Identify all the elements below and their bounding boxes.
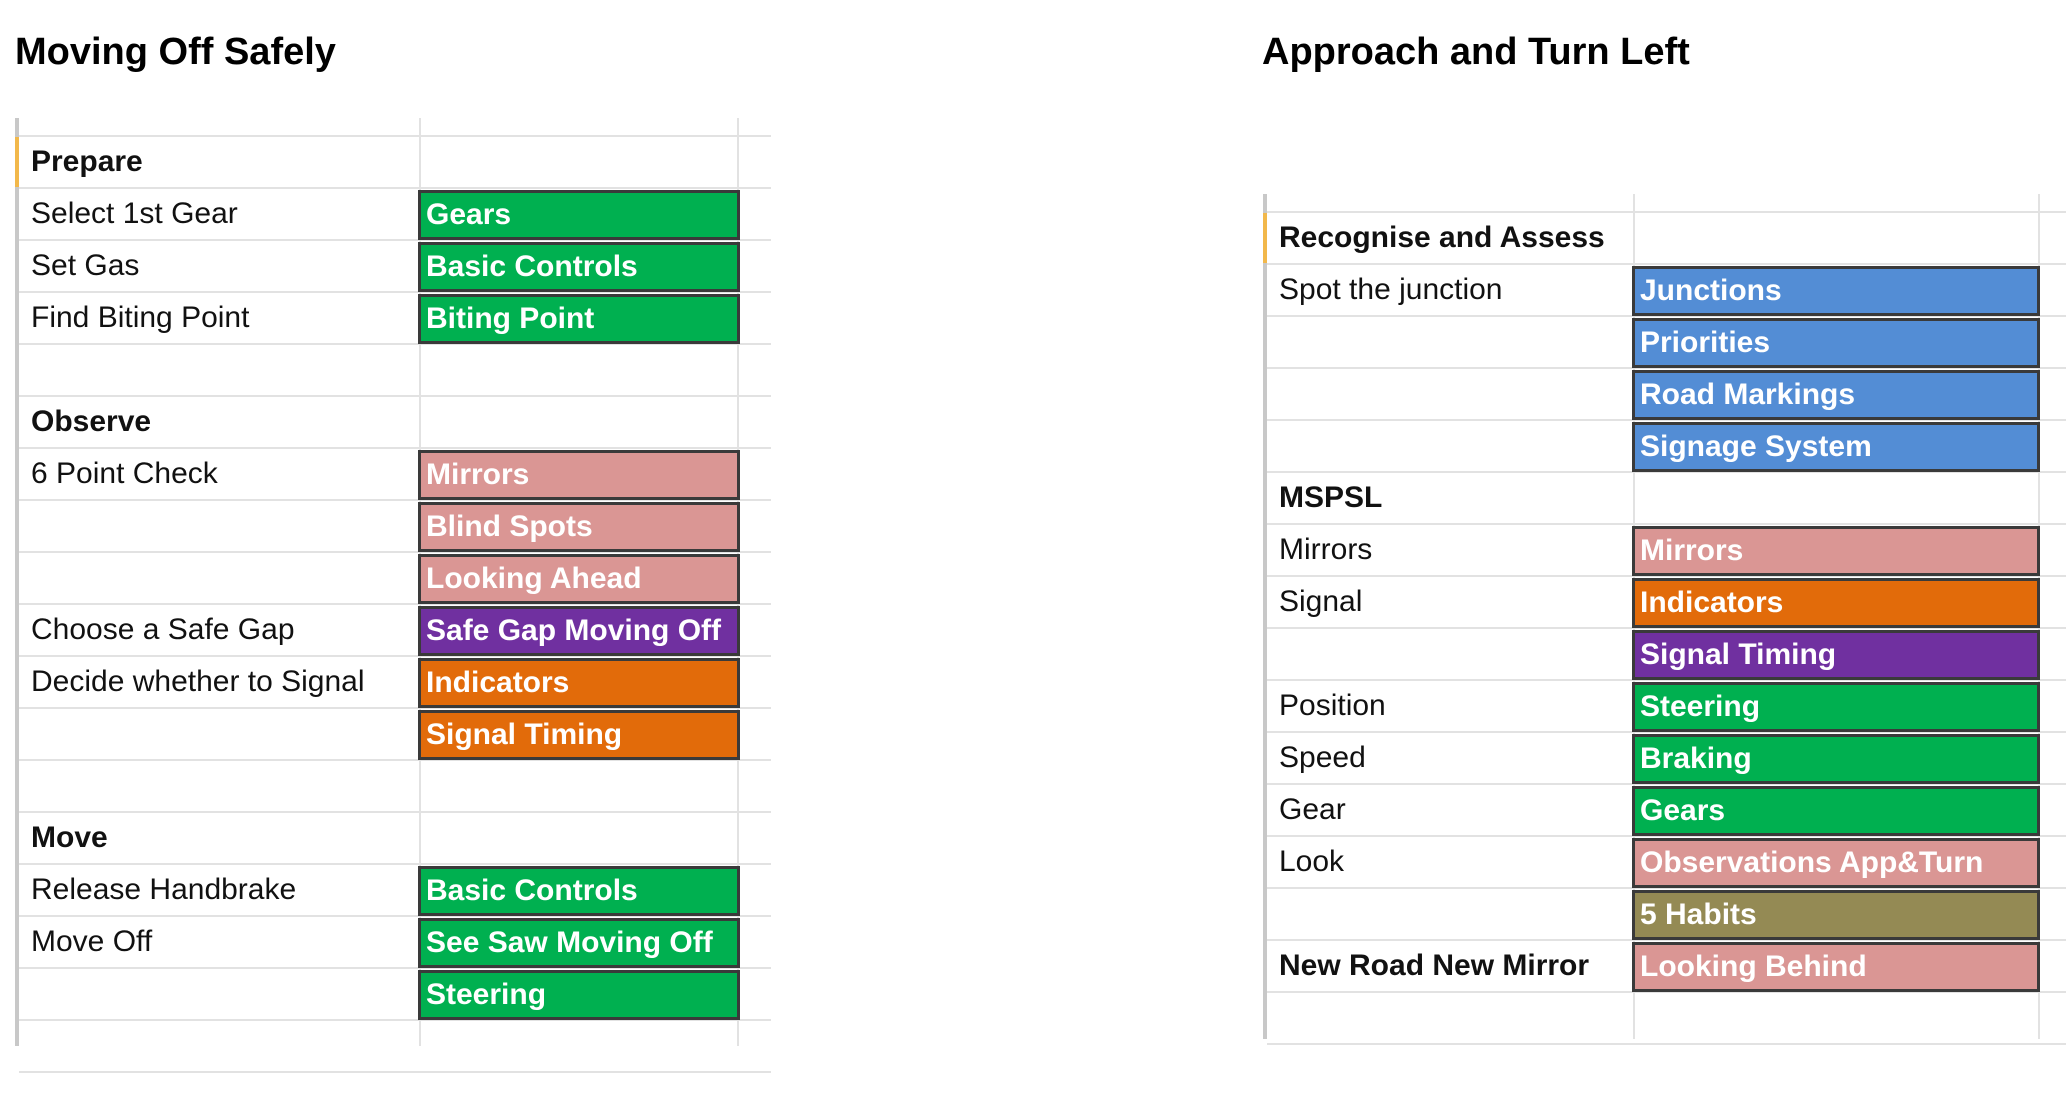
sheet-row (19, 397, 771, 449)
sheet-row (19, 761, 771, 813)
sheet-row (19, 241, 771, 293)
sheet-row (19, 449, 771, 501)
tag-braking: Braking (1632, 734, 2040, 784)
tag-looking-ahead: Looking Ahead (418, 554, 740, 604)
section-heading: Prepare (31, 145, 143, 178)
sheet-row (19, 501, 771, 553)
step-label: 6 Point Check (31, 457, 218, 490)
sheet-row (19, 137, 771, 189)
approach-turn-left-sheet (1263, 194, 2066, 1039)
tag-blind-spots: Blind Spots (418, 502, 740, 552)
tag-safe-gap-moving-off: Safe Gap Moving Off (418, 606, 740, 656)
tag-mirrors: Mirrors (418, 450, 740, 500)
tag-5-habits: 5 Habits (1632, 890, 2040, 940)
tag-mirrors: Mirrors (1632, 526, 2040, 576)
tag-observations-app-and-turn: Observations App&Turn (1632, 838, 2040, 888)
tag-basic-controls: Basic Controls (418, 866, 740, 916)
tag-indicators: Indicators (1632, 578, 2040, 628)
tag-signage-system: Signage System (1632, 422, 2040, 472)
sheet-row (1267, 993, 2066, 1045)
sheet-row (1267, 525, 2066, 577)
tag-priorities: Priorities (1632, 318, 2040, 368)
sheet-row (1267, 213, 2066, 265)
tag-basic-controls: Basic Controls (418, 242, 740, 292)
tag-steering: Steering (1632, 682, 2040, 732)
sheet-row (1267, 681, 2066, 733)
step-label: Spot the junction (1279, 273, 1503, 306)
tag-gears: Gears (1632, 786, 2040, 836)
sheet-row (1267, 837, 2066, 889)
section-heading: Recognise and Assess (1279, 221, 1605, 254)
sheet-row (1267, 265, 2066, 317)
sheet-row (19, 813, 771, 865)
right-title: Approach and Turn Left (1262, 31, 1690, 73)
step-label: Look (1279, 845, 1345, 878)
sheet-row (19, 865, 771, 917)
step-label: Decide whether to Signal (31, 665, 365, 698)
moving-off-safely-sheet (15, 118, 771, 1046)
step-label: Move Off (31, 925, 153, 958)
tag-biting-point: Biting Point (418, 294, 740, 344)
sheet-row (1267, 733, 2066, 785)
sheet-row (1267, 369, 2066, 421)
tag-gears: Gears (418, 190, 740, 240)
step-label: Signal (1279, 585, 1363, 618)
tag-see-saw-moving-off: See Saw Moving Off (418, 918, 740, 968)
sheet-row (1267, 941, 2066, 993)
tag-signal-timing: Signal Timing (1632, 630, 2040, 680)
left-title: Moving Off Safely (15, 31, 336, 73)
sheet-row (19, 1021, 771, 1073)
sheet-row (19, 605, 771, 657)
tag-junctions: Junctions (1632, 266, 2040, 316)
step-label: Find Biting Point (31, 301, 250, 334)
tag-steering: Steering (418, 970, 740, 1020)
section-heading: Move (31, 821, 108, 854)
step-label: Select 1st Gear (31, 197, 238, 230)
tag-signal-timing: Signal Timing (418, 710, 740, 760)
sheet-row (1267, 577, 2066, 629)
grid-row (19, 118, 771, 137)
sheet-row (1267, 317, 2066, 369)
sheet-row (19, 293, 771, 345)
sheet-row (1267, 785, 2066, 837)
tag-indicators: Indicators (418, 658, 740, 708)
tag-road-markings: Road Markings (1632, 370, 2040, 420)
step-label: Choose a Safe Gap (31, 613, 295, 646)
sheet-row (19, 969, 771, 1021)
step-label: Position (1279, 689, 1386, 722)
sheet-row (19, 657, 771, 709)
sheet-row (19, 553, 771, 605)
section-heading: New Road New Mirror (1279, 949, 1590, 982)
sheet-row (19, 345, 771, 397)
sheet-row (1267, 421, 2066, 473)
sheet-row (1267, 629, 2066, 681)
sheet-row (19, 189, 771, 241)
step-label: Gear (1279, 793, 1346, 826)
sheet-row (19, 709, 771, 761)
step-label: Mirrors (1279, 533, 1373, 566)
section-heading: MSPSL (1279, 481, 1383, 514)
sheet-row (1267, 889, 2066, 941)
step-label: Speed (1279, 741, 1366, 774)
grid-row (1267, 194, 2066, 213)
step-label: Release Handbrake (31, 873, 297, 906)
section-heading: Observe (31, 405, 152, 438)
sheet-row (1267, 473, 2066, 525)
step-label: Set Gas (31, 249, 140, 282)
tag-looking-behind: Looking Behind (1632, 942, 2040, 992)
sheet-row (19, 917, 771, 969)
